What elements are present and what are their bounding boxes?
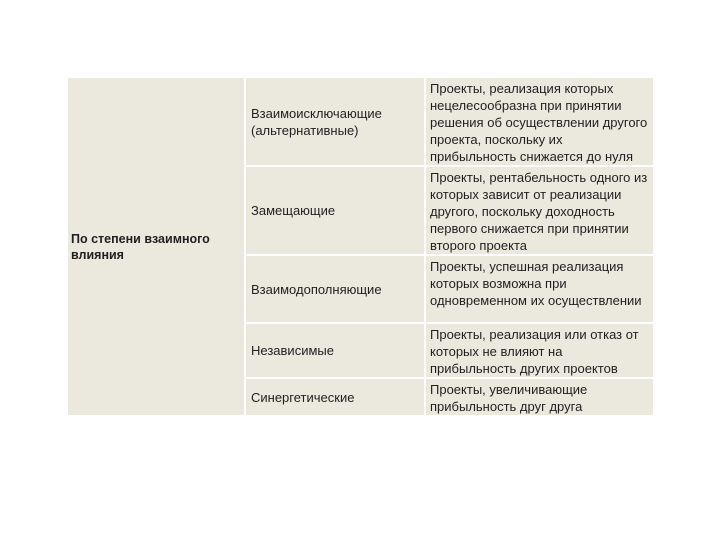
project-description-cell — [425, 323, 654, 378]
criterion-label: По степени взаимного влияния — [71, 231, 210, 262]
project-type-cell — [245, 166, 425, 255]
project-description-cell — [425, 166, 654, 255]
project-type-label: Взаимоисключающие (альтернативные) — [251, 105, 382, 138]
project-type-label: Взаимодополняющие — [251, 281, 382, 297]
project-description: Проекты, увеличивающие прибыльность друг друга — [430, 382, 588, 414]
project-type-label: Независимые — [251, 343, 334, 358]
project-description-cell — [425, 255, 654, 323]
project-description: Проекты, реализация которых нецелесообразна при принятии решения об осуществлении другого проекта, поскольку их прибыльность снижается до нуля — [430, 81, 648, 164]
table-row — [67, 77, 654, 166]
project-description-cell — [425, 77, 654, 166]
project-description: Проекты, успешная реализация которых возможна при одновременном их осуществлении — [430, 259, 642, 308]
project-type-cell — [245, 255, 425, 323]
project-type-cell — [245, 77, 425, 166]
criterion-cell — [67, 77, 245, 416]
project-type-cell — [245, 323, 425, 378]
project-description: Проекты, реализация или отказ от которых не влияют на прибыльность других проектов — [430, 327, 639, 376]
project-type-cell — [245, 378, 425, 416]
project-type-label: Замещающие — [251, 203, 336, 218]
project-type-label: Синергетические — [251, 389, 355, 405]
classification-table — [66, 76, 655, 417]
project-description: Проекты, рентабельность одного из которых зависит от реализации другого, поскольку доходность первого снижается при принятии второго проекта — [430, 170, 648, 253]
project-description-cell — [425, 378, 654, 416]
